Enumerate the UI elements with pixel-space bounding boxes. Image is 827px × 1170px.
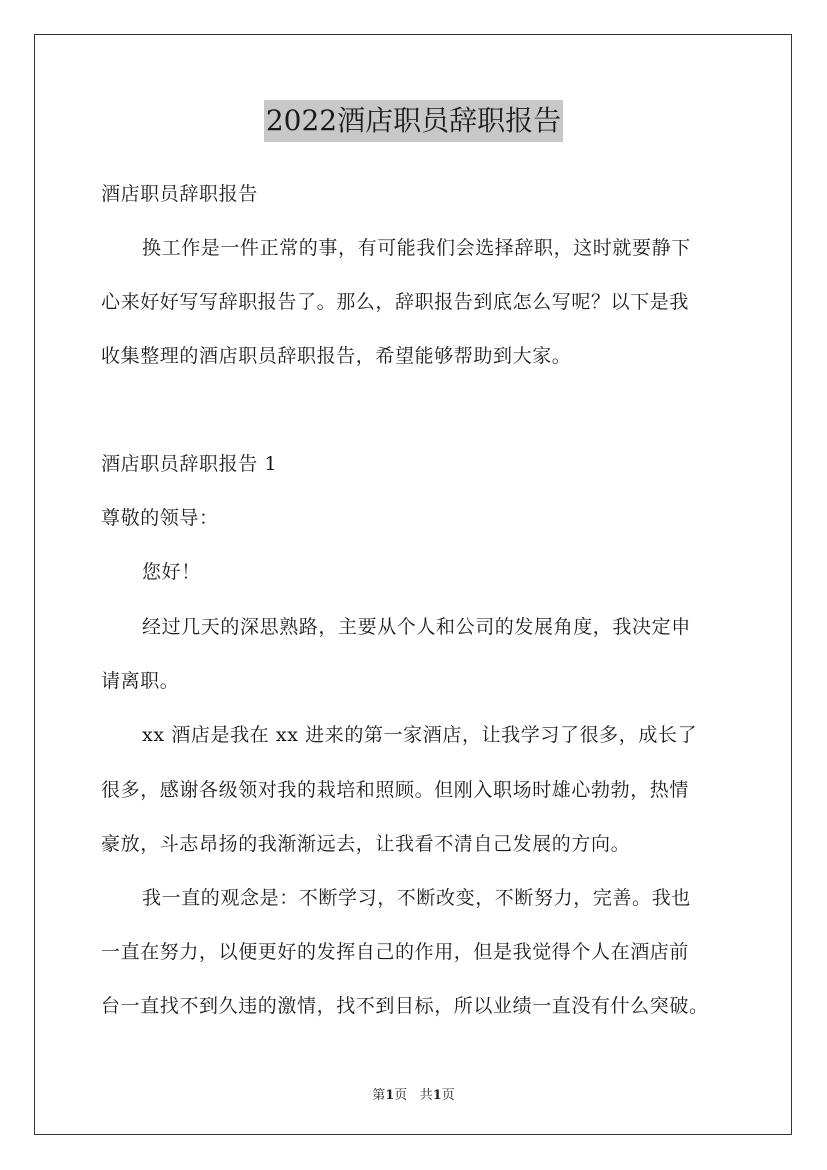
- footer-page-mid: 页 共: [394, 1088, 433, 1103]
- footer-page-suffix: 页: [441, 1088, 455, 1103]
- paragraph1-line-2: 请离职。: [101, 670, 180, 692]
- footer-page-total: 1: [432, 1088, 442, 1103]
- intro-line-3: 收集整理的酒店职员辞职报告，希望能够帮助到大家。: [101, 345, 572, 367]
- paragraph1-line-1: 经过几天的深思熟路，主要从个人和公司的发展角度，我决定申: [142, 616, 691, 638]
- intro-line-1: 换工作是一件正常的事，有可能我们会选择辞职，这时就要静下: [142, 237, 691, 259]
- paragraph2-line-3: 豪放，斗志昂扬的我渐渐远去，让我看不清自己发展的方向。: [101, 833, 631, 855]
- page-footer: [0, 1084, 827, 1103]
- footer-page-prefix: 第: [372, 1088, 386, 1103]
- paragraph2-line-1: xx 酒店是我在 xx 进来的第一家酒店，让我学习了很多，成长了: [142, 724, 698, 746]
- salutation: 尊敬的领导：: [101, 507, 219, 529]
- greeting: 您好！: [142, 561, 201, 583]
- document-title: 2022酒店职员辞职报告: [264, 100, 563, 142]
- paragraph3-line-1: 我一直的观念是：不断学习，不断改变，不断努力，完善。我也: [142, 887, 691, 909]
- footer-page-current: 1: [385, 1088, 395, 1103]
- paragraph2-line-2: 很多，感谢各级领对我的栽培和照顾。但刚入职场时雄心勃勃，热情: [101, 779, 690, 801]
- section-heading: 酒店职员辞职报告 1: [101, 453, 278, 475]
- paragraph3-line-3: 台一直找不到久违的激情，找不到目标，所以业绩一直没有什么突破。: [101, 995, 709, 1017]
- intro-line-2: 心来好好写写辞职报告了。那么，辞职报告到底怎么写呢？以下是我: [101, 291, 690, 313]
- paragraph3-line-2: 一直在努力，以便更好的发挥自己的作用，但是我觉得个人在酒店前: [101, 941, 690, 963]
- document-title-block: [0, 100, 827, 142]
- document-subtitle: 酒店职员辞职报告: [101, 183, 258, 205]
